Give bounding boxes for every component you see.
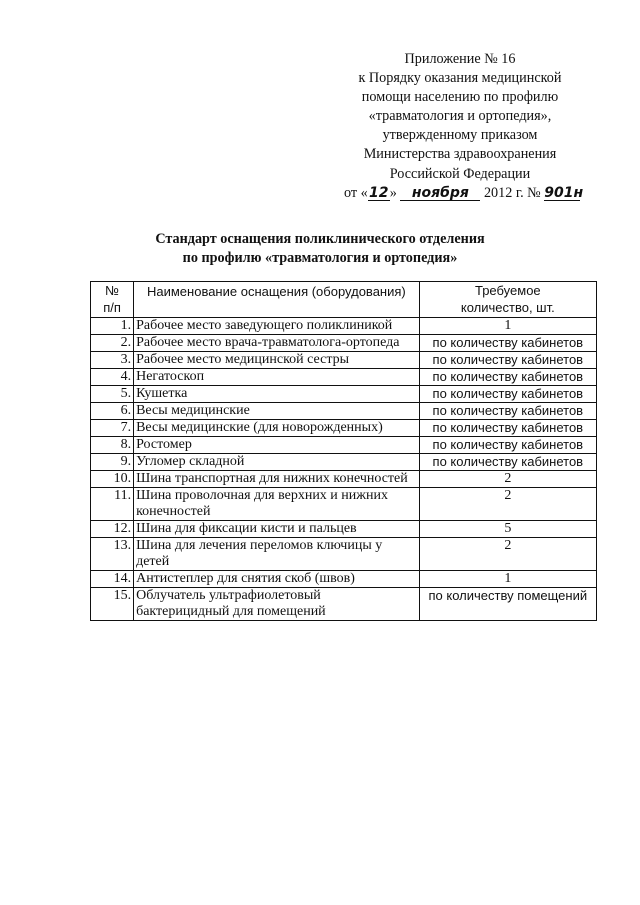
row-name: Кушетка — [134, 386, 420, 403]
row-number: 6. — [91, 403, 134, 420]
row-name: Весы медицинские — [134, 403, 420, 420]
handwritten-day: 12 — [369, 184, 389, 201]
table-row — [91, 403, 597, 420]
row-number: 5. — [91, 386, 134, 403]
table-row — [91, 420, 597, 437]
order-date-line — [330, 184, 590, 203]
row-number: 15. — [91, 588, 134, 621]
table-row — [91, 521, 597, 538]
appendix-line: Приложение № 16 — [404, 51, 516, 67]
date-year: 2012 г. № — [483, 184, 541, 201]
row-number: 7. — [91, 420, 134, 437]
table-row — [91, 571, 597, 588]
row-name: Шина транспортная для нижних конечностей — [134, 471, 420, 488]
row-qty: 2 — [419, 471, 596, 488]
equipment-table — [90, 281, 597, 621]
table-row — [91, 471, 597, 488]
appendix-line: помощи населению по профилю — [361, 89, 559, 106]
table-row — [91, 454, 597, 471]
appendix-line: Российской Федерации — [389, 165, 531, 182]
header-qty — [419, 282, 596, 318]
row-qty: по количеству кабинетов — [419, 437, 596, 454]
row-name: Шина для фиксации кисти и пальцев — [134, 521, 420, 538]
row-qty: 1 — [419, 571, 596, 588]
header-qty-line: количество, шт. — [460, 300, 555, 315]
row-qty: 2 — [419, 538, 596, 571]
row-name: Шина для лечения переломов ключицы у детей — [134, 538, 420, 571]
row-number: 13. — [91, 538, 134, 571]
row-name: Антистеплер для снятия скоб (швов) — [134, 571, 420, 588]
row-qty: по количеству кабинетов — [419, 454, 596, 471]
table-row — [91, 352, 597, 369]
row-name: Шина проволочная для верхних и нижних конечностей — [134, 488, 420, 521]
row-name: Рабочее место заведующего поликлиникой — [134, 318, 420, 335]
row-qty: по количеству помещений — [419, 588, 596, 621]
row-number: 14. — [91, 571, 134, 588]
date-mid: » — [389, 184, 397, 201]
row-qty: по количеству кабинетов — [419, 369, 596, 386]
row-name: Ростомер — [134, 437, 420, 454]
row-name: Рабочее место врача-травматолога-ортопеда — [134, 335, 420, 352]
date-prefix: от « — [344, 184, 368, 201]
title-line-2: по профилю «травматология и ортопедия» — [182, 250, 458, 266]
header-num-line: п/п — [103, 300, 121, 315]
appendix-line: «травматология и ортопедия», — [368, 108, 552, 125]
appendix-line: Министерства здравоохранения — [363, 146, 557, 163]
row-number: 9. — [91, 454, 134, 471]
row-qty: 1 — [419, 318, 596, 335]
handwritten-order-number: 901н — [544, 184, 584, 201]
row-qty: по количеству кабинетов — [419, 403, 596, 420]
header-num — [91, 282, 134, 318]
row-qty: по количеству кабинетов — [419, 352, 596, 369]
row-number: 8. — [91, 437, 134, 454]
title-line-1: Стандарт оснащения поликлинического отделения — [155, 231, 485, 247]
row-qty: 2 — [419, 488, 596, 521]
row-name: Весы медицинские (для новорожденных) — [134, 420, 420, 437]
table-row — [91, 588, 597, 621]
table-row — [91, 335, 597, 352]
table-row — [91, 488, 597, 521]
row-qty: 5 — [419, 521, 596, 538]
row-name: Рабочее место медицинской сестры — [134, 352, 420, 369]
row-number: 10. — [91, 471, 134, 488]
row-number: 11. — [91, 488, 134, 521]
header-qty-line: Требуемое — [474, 283, 541, 298]
row-number: 3. — [91, 352, 134, 369]
table-row — [91, 538, 597, 571]
header-name: Наименование оснащения (оборудования) — [134, 282, 420, 318]
row-name: Негатоскоп — [134, 369, 420, 386]
row-qty: по количеству кабинетов — [419, 386, 596, 403]
table-row — [91, 437, 597, 454]
row-qty: по количеству кабинетов — [419, 420, 596, 437]
document-title — [0, 230, 640, 268]
row-qty: по количеству кабинетов — [419, 335, 596, 352]
appendix-line: утвержденному приказом — [382, 127, 538, 144]
table-row — [91, 318, 597, 335]
row-number: 1. — [91, 318, 134, 335]
row-name: Угломер складной — [134, 454, 420, 471]
appendix-block — [330, 50, 590, 203]
header-num-line: № — [105, 283, 120, 298]
row-name: Облучатель ультрафиолетовый бактерицидный для помещений — [134, 588, 420, 621]
handwritten-month: ноября — [400, 186, 480, 201]
appendix-line: к Порядку оказания медицинской — [358, 70, 562, 87]
table-row — [91, 386, 597, 403]
row-number: 4. — [91, 369, 134, 386]
table-row — [91, 369, 597, 386]
row-number: 2. — [91, 335, 134, 352]
row-number: 12. — [91, 521, 134, 538]
table-header-row — [91, 282, 597, 318]
